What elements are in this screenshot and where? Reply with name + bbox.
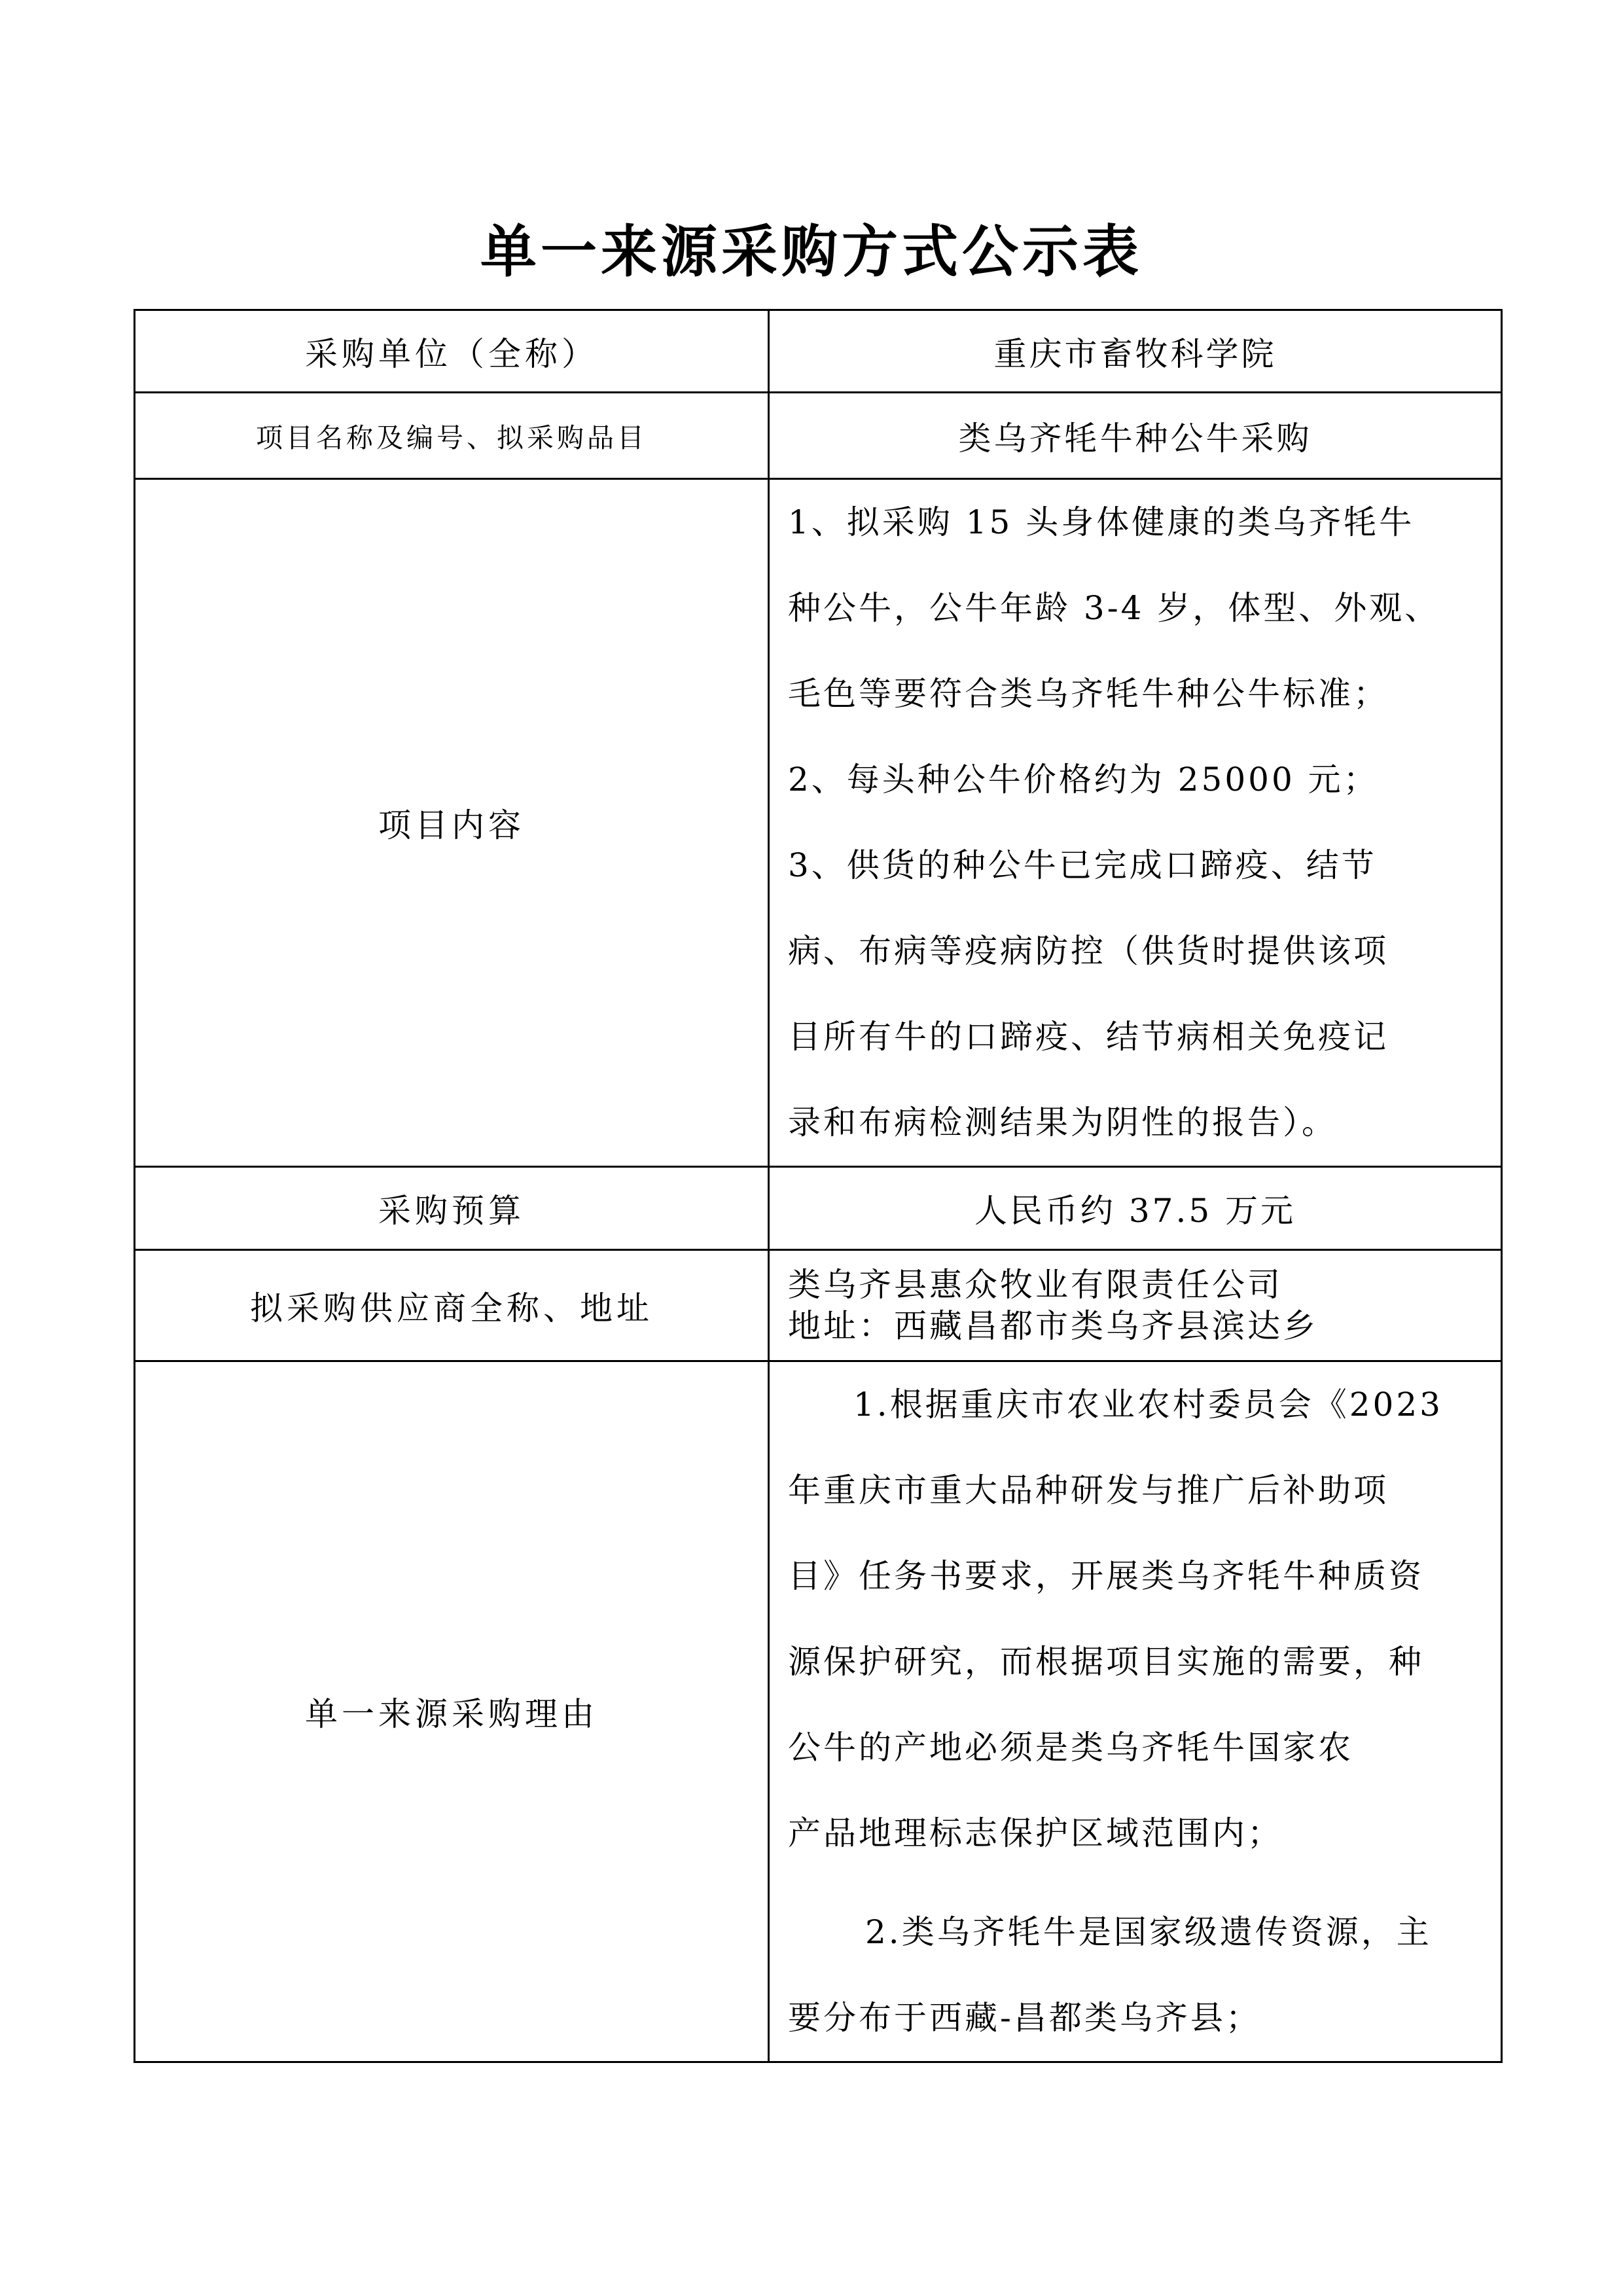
supplier-address: 地址：西藏昌都市类乌齐县滨达乡 bbox=[788, 1306, 1318, 1345]
content-line: 病、布病等疫病防控（供货时提供该项 bbox=[788, 932, 1389, 970]
table-row bbox=[135, 1361, 1502, 2062]
content-line: 3、供货的种公牛已完成口蹄疫、结节 bbox=[788, 846, 1377, 884]
project-name-label: 项目名称及编号、拟采购品目 bbox=[135, 393, 769, 479]
reason-line: 产品地理标志保护区域范围内； bbox=[788, 1814, 1283, 1852]
announcement-table bbox=[134, 309, 1503, 2063]
table-row bbox=[135, 310, 1502, 393]
unit-label: 采购单位（全称） bbox=[135, 310, 769, 393]
supplier-label: 拟采购供应商全称、地址 bbox=[135, 1250, 769, 1361]
content-line: 1、拟采购 15 头身体健康的类乌齐牦牛 bbox=[788, 503, 1415, 541]
reason-label: 单一来源采购理由 bbox=[135, 1361, 769, 2062]
reason-line: 要分布于西藏-昌都类乌齐县； bbox=[788, 1999, 1261, 2037]
project-name-value: 类乌齐牦牛种公牛采购 bbox=[769, 393, 1502, 479]
reason-line: 目》任务书要求，开展类乌齐牦牛种质资 bbox=[788, 1557, 1424, 1595]
content-line: 录和布病检测结果为阴性的报告）。 bbox=[788, 1103, 1337, 1141]
supplier-value bbox=[769, 1250, 1502, 1361]
supplier-name: 类乌齐县惠众牧业有限责任公司 bbox=[788, 1265, 1283, 1304]
page-title: 单一来源采购方式公示表 bbox=[480, 219, 1143, 285]
content-value bbox=[769, 479, 1502, 1167]
content-line: 种公牛，公牛年龄 3-4 岁，体型、外观、 bbox=[788, 589, 1440, 627]
table-row bbox=[135, 1250, 1502, 1361]
content-label: 项目内容 bbox=[135, 479, 769, 1167]
unit-value: 重庆市畜牧科学院 bbox=[769, 310, 1502, 393]
reason-value bbox=[769, 1361, 1502, 2062]
budget-label: 采购预算 bbox=[135, 1167, 769, 1250]
table-row bbox=[135, 479, 1502, 1167]
table-row bbox=[135, 1167, 1502, 1250]
reason-line: 1.根据重庆市农业农村委员会《2023 bbox=[853, 1386, 1443, 1424]
content-line: 毛色等要符合类乌齐牦牛种公牛标准； bbox=[788, 675, 1389, 713]
budget-value: 人民币约 37.5 万元 bbox=[769, 1167, 1502, 1250]
content-line: 目所有牛的口蹄疫、结节病相关免疫记 bbox=[788, 1018, 1389, 1056]
reason-line: 公牛的产地必须是类乌齐牦牛国家农 bbox=[788, 1729, 1353, 1767]
content-line: 2、每头种公牛价格约为 25000 元； bbox=[788, 761, 1379, 798]
reason-line: 年重庆市重大品种研发与推广后补助项 bbox=[788, 1471, 1389, 1509]
table-row bbox=[135, 393, 1502, 479]
reason-line: 源保护研究，而根据项目实施的需要，种 bbox=[788, 1643, 1424, 1681]
reason-line: 2.类乌齐牦牛是国家级遗传资源，主 bbox=[865, 1913, 1432, 1951]
